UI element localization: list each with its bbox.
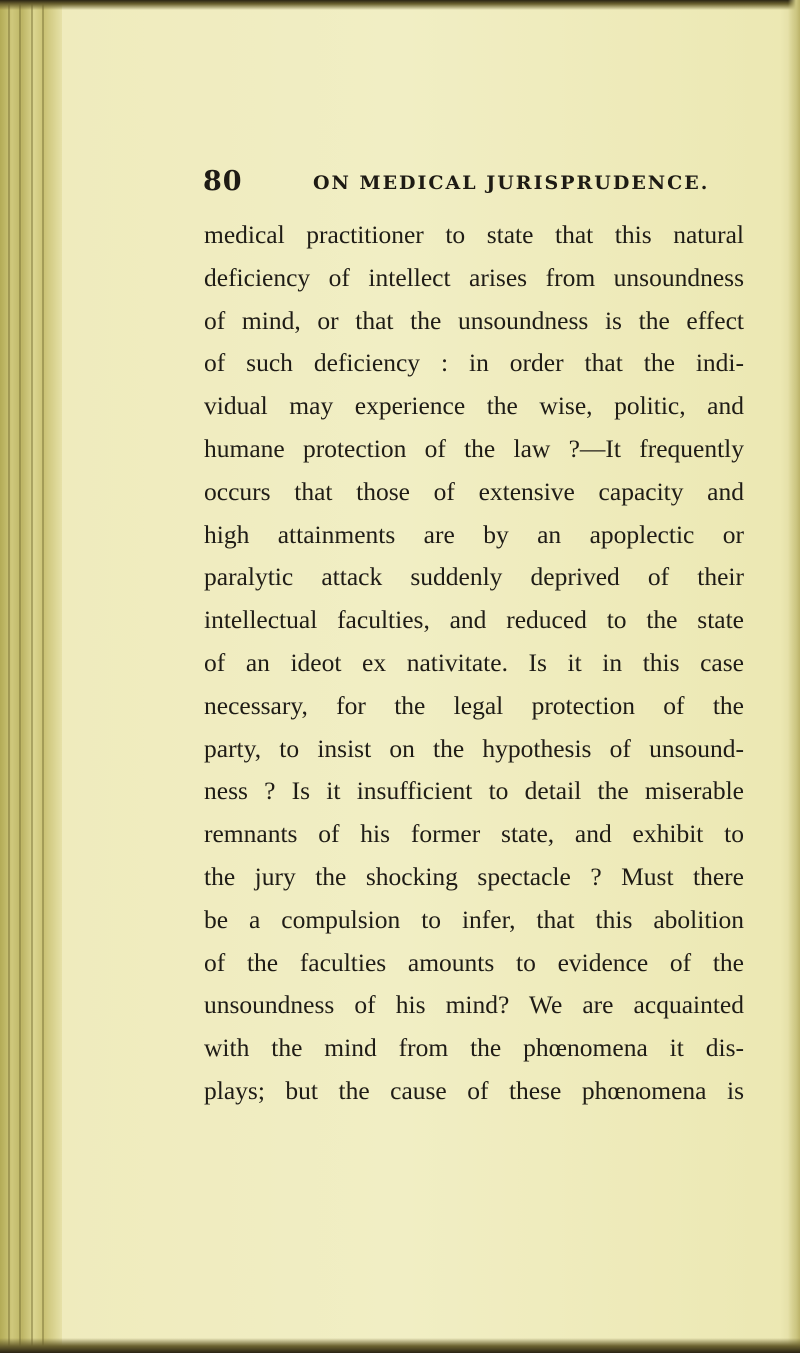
page-top-edge — [0, 0, 800, 10]
page-number: 80 — [203, 166, 243, 197]
text-line: of an ideot ex nativitate. Is it in this case — [204, 647, 744, 677]
gutter-line — [42, 0, 44, 1353]
body-text — [204, 214, 744, 1113]
text-line: necessary, for the legal protection of the — [204, 690, 744, 720]
text-line: with the mind from the phœnomena it dis- — [204, 1033, 744, 1063]
text-line: deficiency of intellect arises from unsoundness — [204, 262, 744, 292]
running-head: ON MEDICAL JURISPRUDENCE. — [313, 172, 710, 194]
text-line: of mind, or that the unsoundness is the effect — [204, 305, 744, 335]
text-line: plays; but the cause of these phœnomena is — [204, 1075, 744, 1105]
text-line: paralytic attack suddenly deprived of their — [204, 562, 744, 592]
page-gutter — [0, 0, 62, 1353]
text-line: intellectual faculties, and reduced to the state — [204, 605, 744, 635]
text-line: be a compulsion to infer, that this abolition — [204, 904, 744, 934]
text-line: ness ? Is it insufficient to detail the miserable — [204, 776, 744, 806]
text-line: the jury the shocking spectacle ? Must there — [204, 861, 744, 891]
text-line: of the faculties amounts to evidence of the — [204, 947, 744, 977]
text-line: high attainments are by an apoplectic or — [204, 519, 744, 549]
text-line: occurs that those of extensive capacity and — [204, 476, 744, 506]
text-line: vidual may experience the wise, politic, and — [204, 391, 744, 421]
text-line: humane protection of the law ?—It frequently — [204, 433, 744, 463]
text-line: remnants of his former state, and exhibit to — [204, 819, 744, 849]
text-line: party, to insist on the hypothesis of unsound- — [204, 733, 744, 763]
page-right-edge — [788, 0, 800, 1353]
gutter-line — [8, 0, 10, 1353]
text-line: unsoundness of his mind? We are acquainted — [204, 990, 744, 1020]
page-header — [203, 166, 763, 206]
text-line: of such deficiency : in order that the indi- — [204, 348, 744, 378]
text-line: medical practitioner to state that this natural — [204, 220, 744, 249]
page-bottom-edge — [0, 1338, 800, 1353]
gutter-line — [19, 0, 21, 1353]
gutter-line — [31, 0, 33, 1353]
